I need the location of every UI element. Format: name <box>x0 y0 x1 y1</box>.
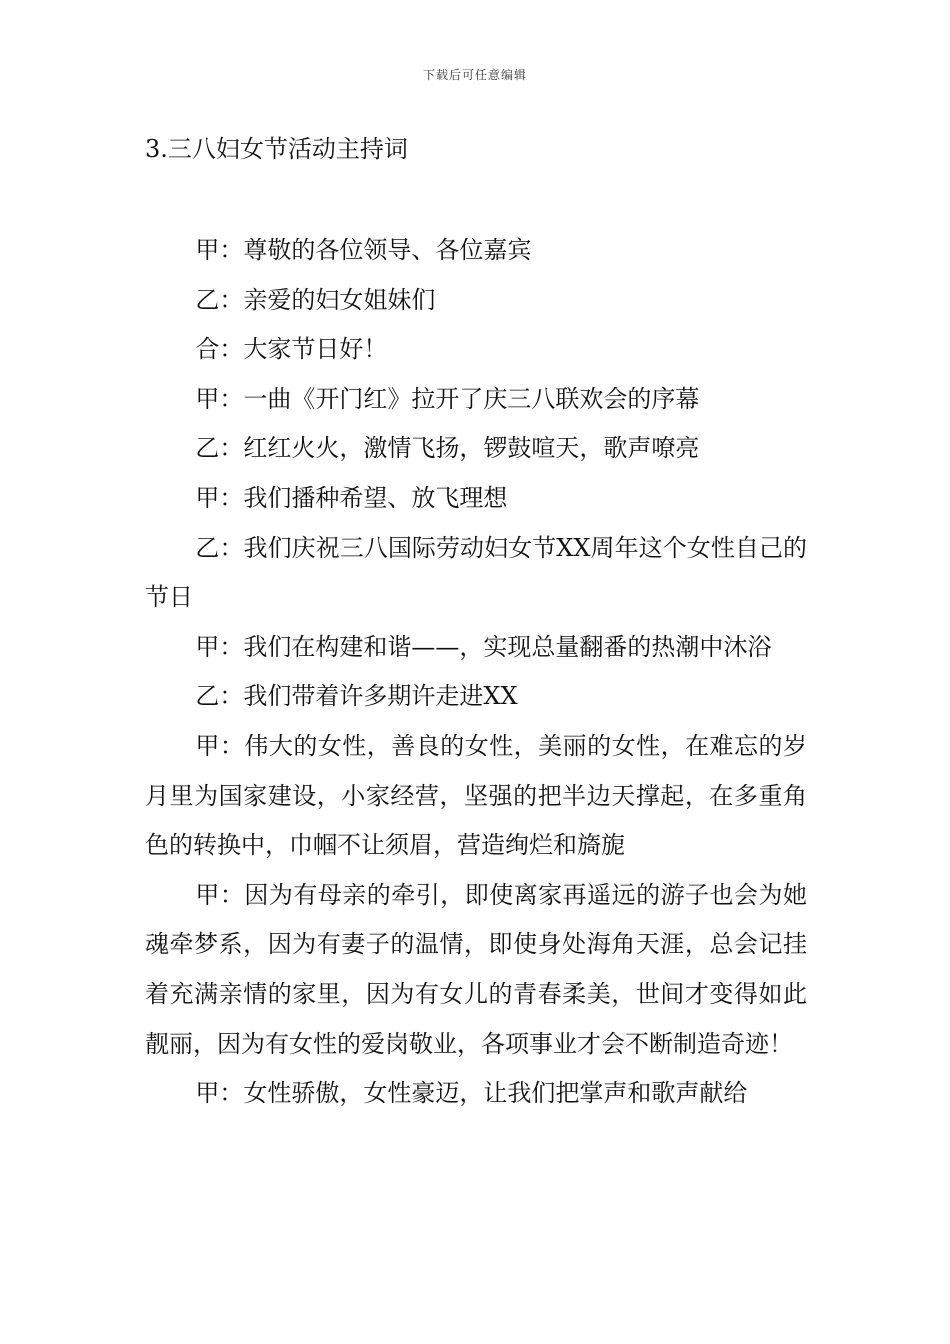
script-line: 乙：亲爱的妇女姐妹们 <box>195 285 436 314</box>
script-line: 乙：我们庆祝三八国际劳动妇女节XX周年这个女性自己的节日 <box>145 533 807 612</box>
script-line: 甲：伟大的女性，善良的女性，美丽的女性，在难忘的岁月里为国家建设，小家经营，坚强的把半边天撑起，在多重角色的转换中，巾帼不让须眉，营造绚烂和旖旎 <box>145 731 807 860</box>
script-line: 甲：我们在构建和谐——，实现总量翻番的热潮中沐浴 <box>195 632 772 661</box>
script-body <box>145 226 807 1119</box>
script-line: 乙：我们带着许多期许走进XX <box>195 682 518 711</box>
script-line: 甲：因为有母亲的牵引，即使离家再遥远的游子也会为她魂牵梦系，因为有妻子的温情，即使身处海角天涯，总会记挂着充满亲情的家里，因为有女儿的青春柔美，世间才变得如此靓丽，因为有女性的爱岗敬业，各项事业才会不断制造奇迹！ <box>145 880 807 1058</box>
script-line: 合：大家节日好！ <box>195 335 388 364</box>
script-line: 甲：女性骄傲，女性豪迈，让我们把掌声和歌声献给 <box>195 1079 748 1108</box>
script-line: 乙：红红火火，激情飞扬，锣鼓喧天，歌声嘹亮 <box>195 434 700 463</box>
script-line: 甲：一曲《开门红》拉开了庆三八联欢会的序幕 <box>195 384 700 413</box>
header-note: 下载后可任意编辑 <box>422 68 527 82</box>
script-line: 甲：尊敬的各位领导、各位嘉宾 <box>195 236 532 264</box>
section-title: 3.三八妇女节活动主持词 <box>145 135 408 163</box>
script-line: 甲：我们播种希望、放飞理想 <box>195 483 508 512</box>
